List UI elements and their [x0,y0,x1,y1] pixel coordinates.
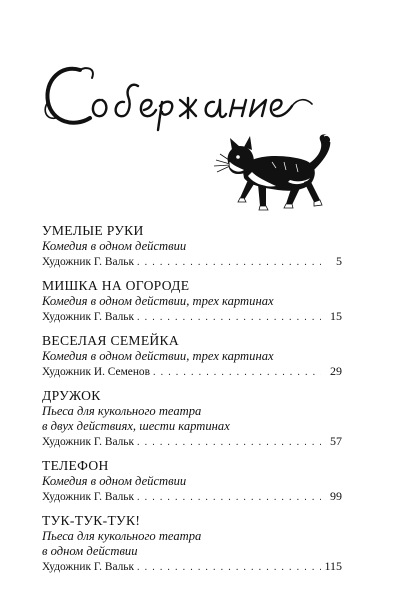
entry-subtitle [42,294,342,309]
entry-artist: Художник Г. Вальк [42,561,135,573]
toc-entry[interactable] [42,458,342,505]
entry-title: ТУК-ТУК-ТУК! [42,513,141,528]
contents-heading-text [40,58,330,132]
entry-artist-line [42,309,342,325]
entry-title: ТЕЛЕФОН [42,458,109,473]
entry-title: МИШКА НА ОГОРОДЕ [42,278,190,293]
dot-leader [153,365,321,380]
entry-artist: Художник Г. Вальк [42,491,135,503]
entry-title: ВЕСЕЛАЯ СЕМЕЙКА [42,333,180,348]
entry-page-number: 57 [330,434,342,448]
entry-page-number: 29 [330,364,342,378]
toc-entry[interactable] [42,278,342,325]
entry-artist-line [42,364,342,380]
entry-artist-line [42,559,342,575]
toc-entry[interactable] [42,513,342,575]
entry-title: УМЕЛЫЕ РУКИ [42,223,144,238]
entry-artist: Художник И. Семенов [42,366,150,378]
dot-leader [137,255,321,270]
entry-artist-line [42,254,342,270]
entry-page-number: 5 [336,254,342,268]
entry-subtitle [42,404,342,434]
entry-subtitle-line: Комедия в одном действии, трех картинах [42,294,274,308]
entry-subtitle [42,529,342,559]
entry-subtitle-line: в одном действии [42,544,138,558]
entry-artist-line [42,489,342,505]
cat-illustration [214,132,342,218]
entry-subtitle-line: Комедия в одном действии [42,474,187,488]
entry-page-number: 99 [330,489,342,503]
entry-page-number: 115 [324,559,342,573]
entry-subtitle-line: Комедия в одном действии, трех картинах [42,349,274,363]
entry-subtitle [42,474,342,489]
dot-leader [137,310,321,325]
toc-entry[interactable] [42,388,342,450]
entry-subtitle-line: Пьеса для кукольного театра [42,529,202,543]
entry-subtitle-line: Комедия в одном действии [42,239,187,253]
entry-subtitle [42,349,342,364]
entry-artist: Художник Г. Вальк [42,436,135,448]
entry-artist: Художник Г. Вальк [42,311,135,323]
entry-title: ДРУЖОК [42,388,101,403]
dot-leader [137,490,321,505]
dot-leader [137,560,321,575]
contents-heading [40,58,330,132]
entry-artist-line [42,434,342,450]
entry-subtitle [42,239,342,254]
entry-subtitle-line: Пьеса для кукольного театра [42,404,202,418]
entry-subtitle-line: в двух действиях, шести картинах [42,419,230,433]
toc-entry[interactable] [42,223,342,270]
table-of-contents [42,223,342,575]
toc-entry[interactable] [42,333,342,380]
entry-artist: Художник Г. Вальк [42,256,135,268]
entry-page-number: 15 [330,309,342,323]
dot-leader [137,435,321,450]
